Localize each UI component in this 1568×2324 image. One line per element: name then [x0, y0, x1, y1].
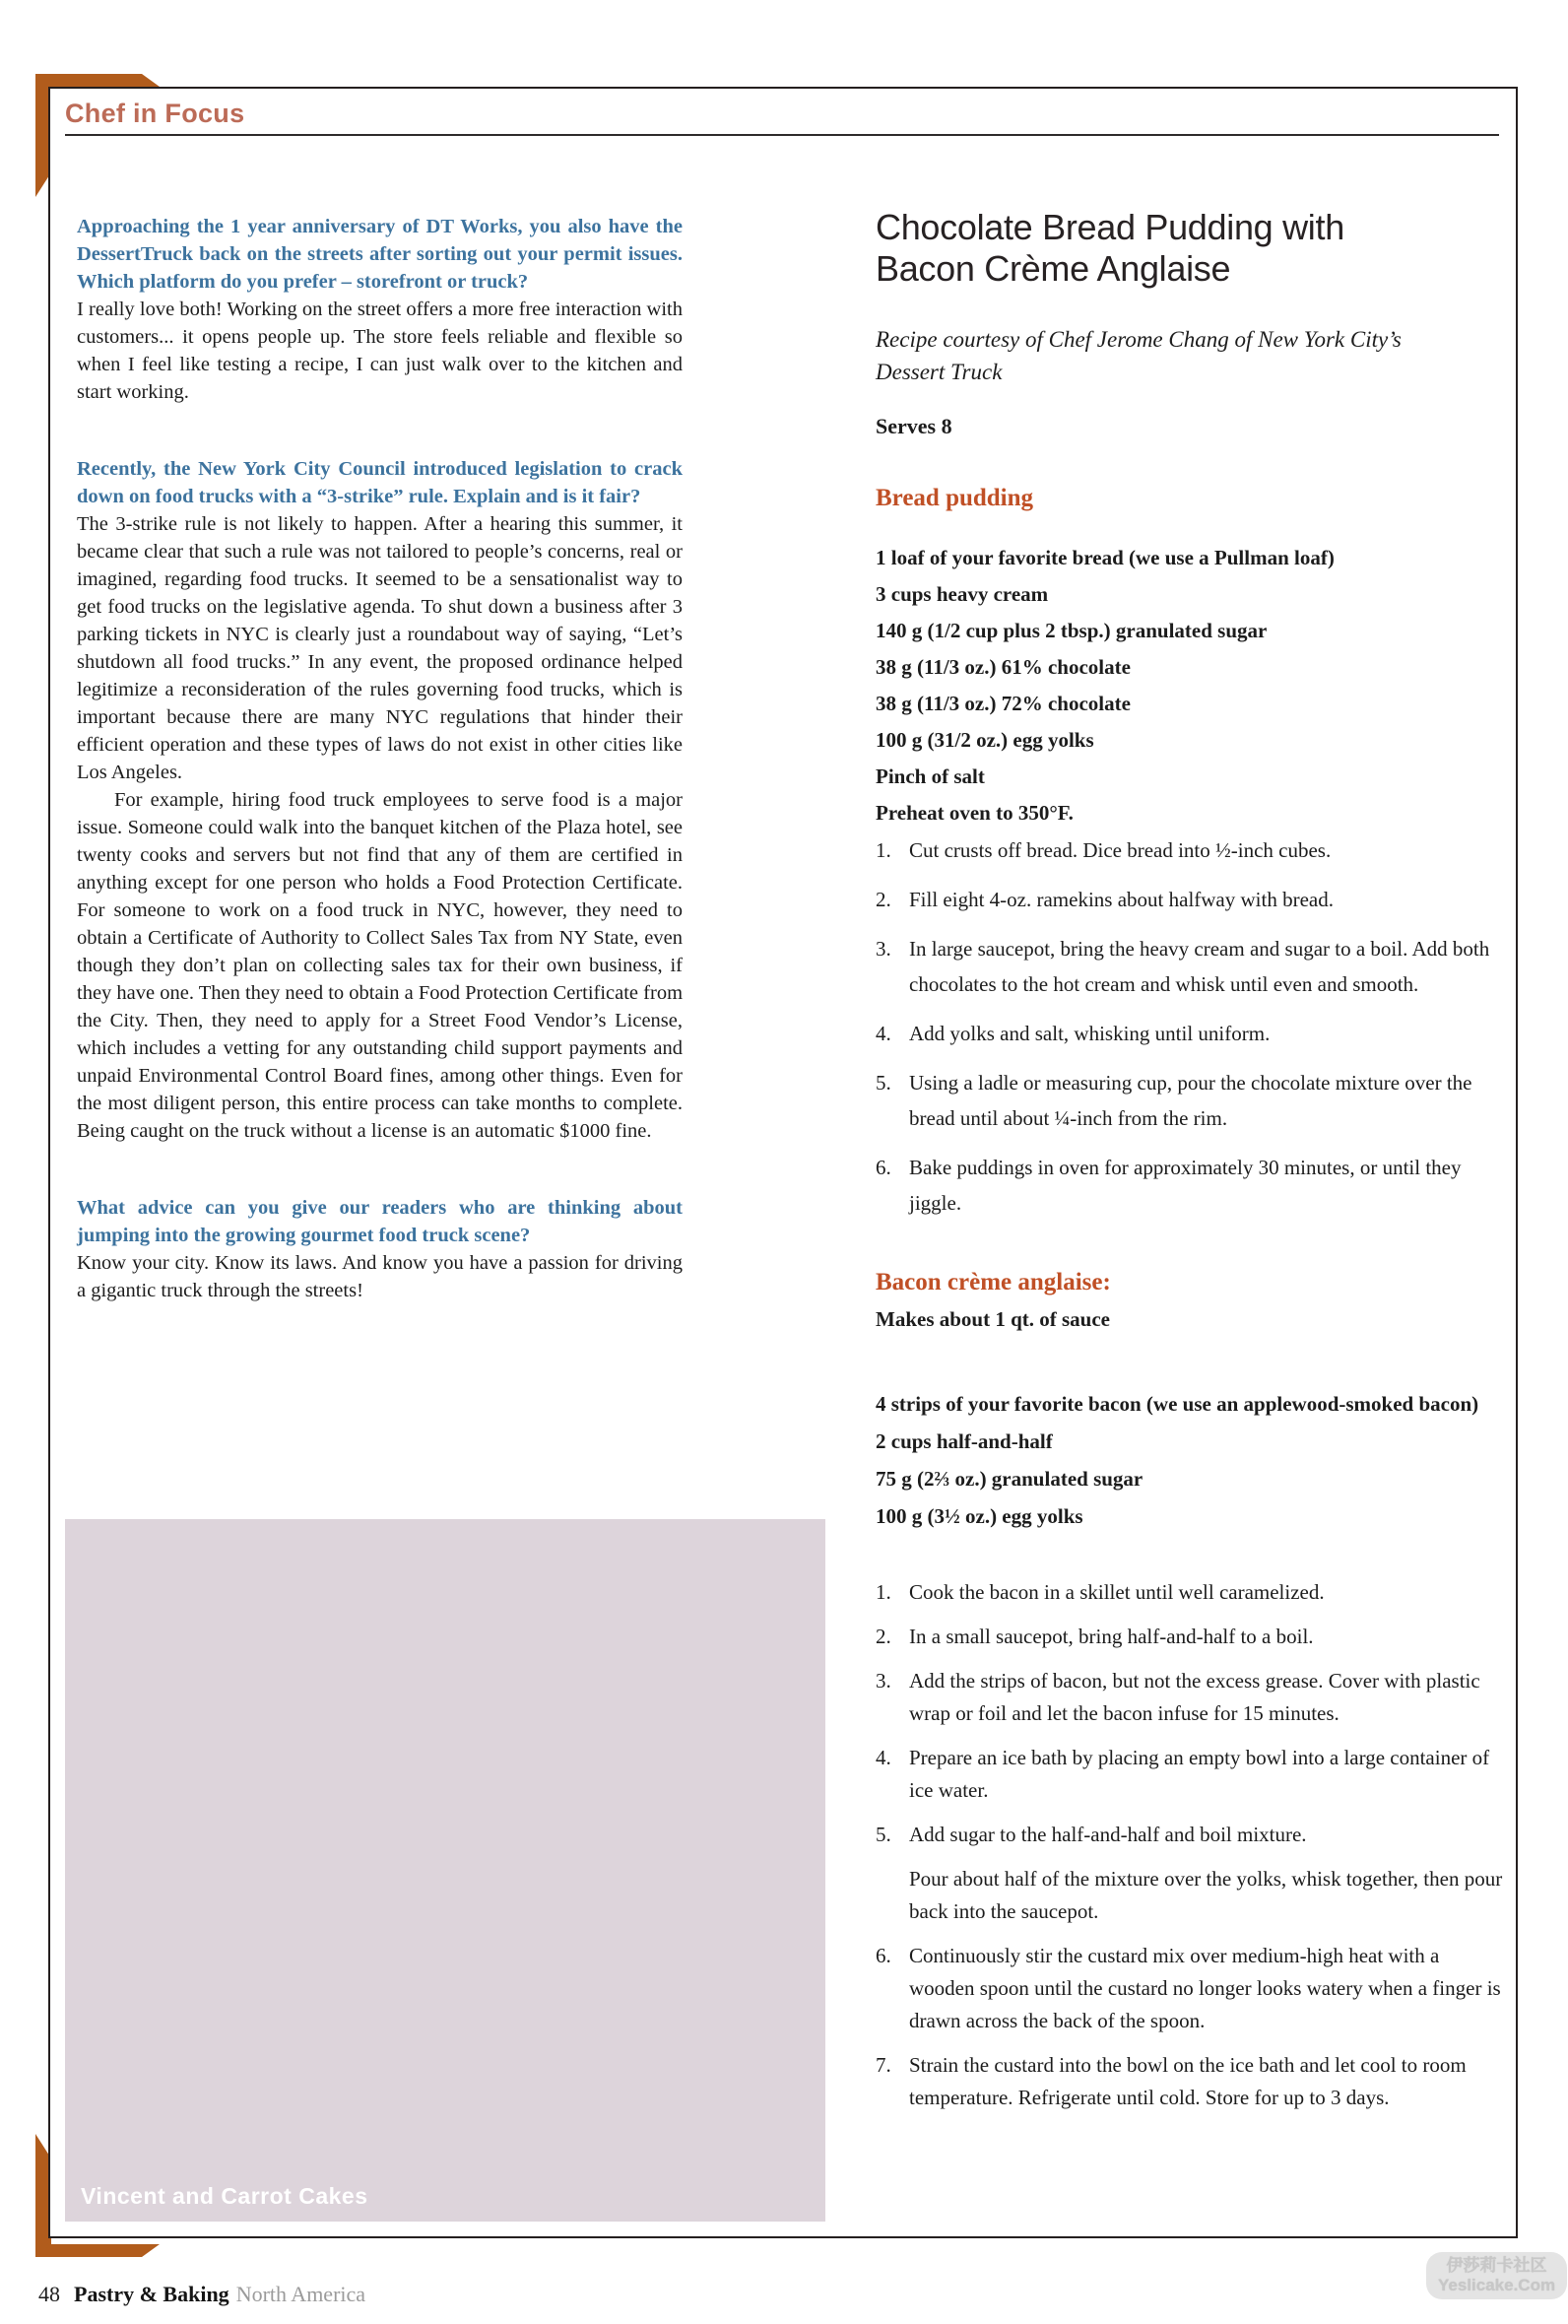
step-text: Using a ladle or measuring cup, pour the chocolate mixture over the bread until about ¼-inch from the rim.: [909, 1071, 1472, 1130]
recipe-step: [876, 1621, 1507, 1653]
ingredient-line: 1 loaf of your favorite bread (we use a Pullman loaf): [876, 546, 1335, 569]
step-text: Strain the custard into the bowl on the ice bath and let cool to room temperature. Refrigerate until cold. Store for up to 3 days.: [909, 2053, 1467, 2109]
photo-caption: Vincent and Carrot Cakes: [81, 2183, 368, 2209]
ingredient-line: 4 strips of your favorite bacon (we use an applewood-smoked bacon): [876, 1392, 1479, 1416]
interview-column: [77, 213, 683, 1304]
recipe-step: [876, 832, 1507, 868]
step-number: 1.: [876, 838, 891, 862]
magazine-name: Pastry & Baking: [74, 2282, 229, 2306]
question-paragraph: Approaching the 1 year anniversary of DT Works, you also have the DessertTruck back on the streets after sorting out your permit issues. Which platform do you prefer – storefront or truck?: [77, 216, 683, 293]
ingredient-line: 75 g (2⅔ oz.) granulated sugar: [876, 1467, 1143, 1491]
answer-paragraph: The 3-strike rule is not likely to happen. After a hearing this summer, it became clear that such a rule was not tailored to people’s concerns, real or imagined, regarding food trucks. It seemed to be a sensationalist way to get food trucks on the legislative agenda. To shut down a business after 3 parking tickets in NYC is clearly just a roundabout way of saying, “Let’s shutdown all food trucks.” In any event, the proposed ordinance helped legitimize a reconsideration of the rules governing food trucks, which is important because there are many NYC regulations that hinder their efficient operation and these types of laws do not exist in other cities like Los Angeles.: [77, 513, 683, 783]
ingredient-line: 3 cups heavy cream: [876, 582, 1049, 606]
recipe-step: [876, 882, 1507, 917]
step-text: Prepare an ice bath by placing an empty bowl into a large container of ice water.: [909, 1746, 1490, 1802]
step-text: In a small saucepot, bring half-and-half to a boil.: [909, 1625, 1314, 1648]
answer-paragraph: Know your city. Know its laws. And know you have a passion for driving a gigantic truck through the streets!: [77, 1252, 683, 1301]
recipe-step: [876, 1665, 1507, 1730]
watermark-line2: Yeslicake.Com: [1438, 2276, 1556, 2294]
ingredient-line: Pinch of salt: [876, 764, 985, 788]
step-text: Continuously stir the custard mix over medium-high heat with a wooden spoon until the custard no longer looks watery when a finger is drawn across the back of the spoon.: [909, 1944, 1501, 2032]
step-number: 6.: [876, 1944, 891, 1967]
step-text: In large saucepot, bring the heavy cream and sugar to a boil. Add both chocolates to the hot cream and whisk until even and smooth.: [909, 937, 1490, 996]
recipe-step: [876, 1742, 1507, 1807]
ingredient-line: 100 g (31/2 oz.) egg yolks: [876, 728, 1094, 752]
recipe-yield: Makes about 1 qt. of sauce: [876, 1307, 1111, 1331]
answer-paragraph: I really love both! Working on the street offers a more free interaction with customers... it opens people up. The store feels reliable and flexible so when I feel like testing a recipe, I can just walk over to the kitchen and start working.: [77, 299, 683, 403]
step-list: [876, 1576, 1507, 2126]
step-text: Add yolks and salt, whisking until uniform.: [909, 1022, 1271, 1045]
question-paragraph: Recently, the New York City Council introduced legislation to crack down on food trucks with a “3-strike” rule. Explain and is it fair?: [77, 458, 683, 507]
step-number: 4.: [876, 1746, 891, 1769]
recipe-section-heading: Bacon crème anglaise:: [876, 1269, 1111, 1295]
recipe-step: [876, 1819, 1507, 1851]
step-number: 4.: [876, 1022, 891, 1045]
step-number: 5.: [876, 1823, 891, 1846]
answer-paragraph: For example, hiring food truck employees to serve food is a major issue. Someone could walk into the banquet kitchen of the Plaza hotel, see twenty cooks and servers but not find that any of them are certified in anything except for one person who holds a Food Protection Certificate. For someone to work on a food truck in NYC, however, they need to obtain a Certificate of Authority to Collect Sales Tax from NY State, even though they don’t plan on collecting sales tax for their own business, if they have one. Then they need to obtain a Food Protection Certificate from the City. Then, they need to apply for a Street Food Vendor’s License, which includes a vetting for any outstanding child support payments and unpaid Environmental Control Board fines, among other things. Even for the most diligent person, this entire process can take months to complete. Being caught on the truck without a license is an automatic $1000 fine.: [77, 789, 684, 1142]
step-number: 1.: [876, 1580, 891, 1604]
recipe-title-line2: Bacon Crème Anglaise: [876, 248, 1231, 289]
header-rule: [65, 134, 1499, 136]
recipe-section-heading: Bread pudding: [876, 485, 1034, 511]
recipe-title-line1: Chocolate Bread Pudding with: [876, 207, 1344, 247]
ingredient-list: [876, 1385, 1507, 1535]
section-header: [65, 100, 1499, 136]
ingredient-line: 38 g (11/3 oz.) 72% chocolate: [876, 692, 1131, 715]
recipe-step: [876, 1576, 1507, 1609]
ingredient-line: 100 g (3½ oz.) egg yolks: [876, 1504, 1083, 1528]
step-number: 2.: [876, 888, 891, 911]
ingredient-list: [876, 540, 1507, 831]
step-number: [876, 1863, 909, 1928]
recipe-serves: Serves 8: [876, 414, 952, 438]
step-text: Add sugar to the half-and-half and boil mixture.: [909, 1823, 1307, 1846]
ingredient-line: 2 cups half-and-half: [876, 1429, 1053, 1453]
photo-placeholder: [65, 1519, 825, 2222]
step-number: 2.: [876, 1625, 891, 1648]
step-text: Cook the bacon in a skillet until well caramelized.: [909, 1580, 1325, 1604]
ingredient-line: 38 g (11/3 oz.) 61% chocolate: [876, 655, 1131, 679]
page-footer: [38, 2282, 365, 2307]
step-text: Add the strips of bacon, but not the excess grease. Cover with plastic wrap or foil and let the bacon infuse for 15 minutes.: [909, 1669, 1480, 1725]
recipe-step: [876, 1940, 1507, 2037]
recipe-step: [876, 1863, 1507, 1928]
ingredient-line: Preheat oven to 350°F.: [876, 801, 1074, 825]
step-text: Fill eight 4-oz. ramekins about halfway with bread.: [909, 888, 1334, 911]
recipe-step: [876, 1016, 1507, 1051]
step-list: [876, 832, 1507, 1234]
watermark-line1: 伊莎莉卡社区: [1446, 2256, 1547, 2275]
recipe-courtesy: Recipe courtesy of Chef Jerome Chang of New York City’s Dessert Truck: [876, 327, 1402, 384]
recipe-step: [876, 931, 1507, 1002]
section-title: Chef in Focus: [65, 99, 245, 128]
recipe-step: [876, 1150, 1507, 1221]
recipe-step: [876, 1065, 1507, 1136]
step-number: 3.: [876, 1669, 891, 1693]
recipe-step: [876, 2049, 1507, 2114]
step-number: 3.: [876, 937, 891, 961]
page-number: 48: [38, 2282, 60, 2306]
ingredient-line: 140 g (1/2 cup plus 2 tbsp.) granulated sugar: [876, 619, 1268, 642]
watermark-badge: [1426, 2252, 1567, 2299]
question-paragraph: What advice can you give our readers who are thinking about jumping into the growing gourmet food truck scene?: [77, 1197, 683, 1246]
step-number: 5.: [876, 1071, 891, 1095]
recipe-title: [876, 207, 1507, 290]
step-text: Cut crusts off bread. Dice bread into ½-inch cubes.: [909, 838, 1332, 862]
step-text: Pour about half of the mixture over the yolks, whisk together, then pour back into the saucepot.: [909, 1867, 1503, 1923]
step-number: 6.: [876, 1156, 891, 1179]
step-text: Bake puddings in oven for approximately 30 minutes, or until they jiggle.: [909, 1156, 1462, 1215]
step-number: 7.: [876, 2053, 891, 2077]
magazine-region: North America: [235, 2282, 366, 2306]
